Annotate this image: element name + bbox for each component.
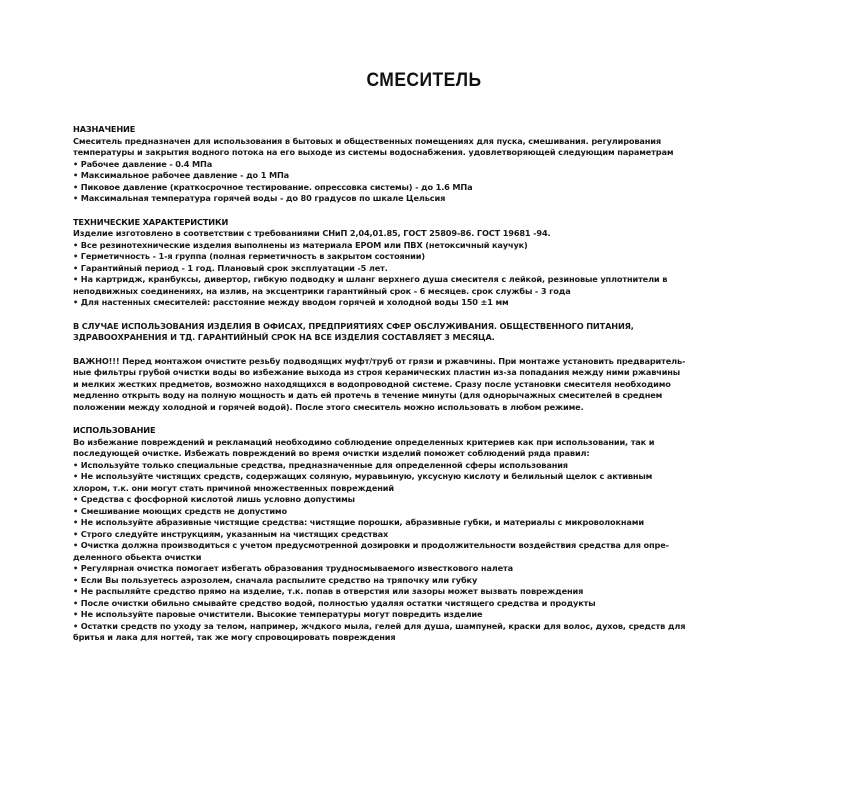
list-item: • Пиковое давление (краткосрочное тестирование. опрессовка системы) - до 1.6 МПа	[73, 181, 473, 192]
list-item-continuation: неподвижных соединениях, на излив, на эксцентрики гарантийный срок - 6 месяцев. срок службы - 3 года	[73, 285, 571, 296]
list-item: • Не распыляйте средство прямо на изделие, т.к. попав в отверстия или зазоры может вызвать повреждения	[73, 586, 584, 596]
text-line: медленно открыть воду на полную мощность и дать ей протечь в течение минуты (для однорычажных смесителей в среднем	[73, 390, 663, 400]
text-line: Смеситель предназначен для использования в бытовых и общественных помещениях для пуска, смешивания. регулирования	[73, 135, 661, 146]
list-item: • Средства с фосфорной кислотой лишь условно допустимы	[73, 494, 355, 504]
list-item: • Регулярная очистка помогает избегать образования трудносмываемого известкового налета	[73, 563, 514, 573]
section-heading: НАЗНАЧЕНИЕ	[73, 124, 136, 134]
list-item: • Не используйте абразивные чистящие средства: чистящие порошки, абразивные губки, и материалы с микроволокнами	[73, 517, 644, 527]
list-item-continuation: бритья и лака для ногтей, так же могу спровоцировать повреждения	[73, 632, 396, 642]
list-item: • Используйте только специальные средства, предназначенные для определенной сферы использования	[73, 459, 568, 470]
list-item: • Остатки средств по уходу за телом, например, жчдкого мыла, гелей для душа, шампуней, краски для волос, духов, средств для	[73, 620, 686, 631]
list-item: • Строго следуйте инструкциям, указанным на чистящих средствах	[73, 528, 389, 539]
warranty-notice: ЗДРАВООХРАНЕНИЯ И ТД. ГАРАНТИЙНЫЙ СРОК НА ВСЕ ИЗДЕЛИЯ СОСТАВЛЯЕТ 3 МЕСЯЦА.	[73, 332, 495, 342]
section-heading: ТЕХНИЧЕСКИЕ ХАРАКТЕРИСТИКИ	[73, 216, 229, 227]
list-item: • Рабочее давление - 0.4 МПа	[73, 158, 213, 169]
list-item: • Если Вы пользуетесь аэрозолем, сначала распылите средство на тряпочку или губку	[73, 574, 478, 585]
section-purpose	[73, 124, 773, 205]
text-line: температуры и закрытия водного потока на его выходе из системы водоснабжения. удовлетворяющей следующим параметрам	[73, 147, 674, 157]
text-line: Во избежание повреждений и рекламаций необходимо соблюдение определенных критериев как при использовании, так и	[73, 436, 655, 447]
document-body	[73, 124, 773, 656]
text-line: Изделие изготовлено в соответствии с требованиями СНиП 2,04,01.85, ГОСТ 25809-86. ГОСТ 19681 -94.	[73, 228, 551, 238]
list-item: • Очистка должна производиться с учетом предусмотренной дозировки и продолжительности воздействия средства для опре-	[73, 540, 669, 550]
list-item-continuation: хлором, т.к. они могут стать причиной множественных повреждений	[73, 482, 394, 493]
text-line: последующей очистке. Избежать повреждений во время очистки изделий поможет соблюдений ряда правил:	[73, 448, 590, 458]
list-item: • Для настенных смесителей: расстояние между вводом горячей и холодной воды 150 ±1 мм	[73, 297, 509, 307]
section-usage	[73, 425, 773, 644]
text-line: ВАЖНО!!! Перед монтажом очистите резьбу подводящих муфт/труб от грязи и ржавчины. При монтаже установить предваритель-	[73, 355, 686, 366]
text-line: положении между холодной и горячей водой). После этого смеситель можно использовать в любом режиме.	[73, 401, 584, 412]
section-heading: ИСПОЛЬЗОВАНИЕ	[73, 425, 156, 435]
section-specifications	[73, 217, 773, 309]
list-item: • Не используйте чистящих средств, содержащих соляную, муравьиную, уксусную кислоту и белильный щелок с активным	[73, 471, 653, 481]
list-item: • Максимальное рабочее давление - до 1 МПа	[73, 170, 290, 180]
text-line: ные фильтры грубой очистки воды во избежание выхода из строя керамических пластин из-за попадания между ними ржавчины	[73, 367, 681, 377]
list-item: • Гарантийный период - 1 год. Плановый срок эксплуатации -5 лет.	[73, 262, 388, 273]
section-important	[73, 356, 773, 414]
text-line: и мелких жестких предметов, возможно находящихся в водопроводной системе. Сразу после установки смесителя необходимо	[73, 378, 671, 389]
list-item: • Герметичность - 1-я группа (полная герметичность в закрытом состоянии)	[73, 251, 425, 261]
list-item-continuation: деленного обьекта очистки	[73, 551, 202, 562]
list-item: • Смешивание моющих средств не допустимо	[73, 505, 287, 516]
section-commercial-warranty	[73, 321, 773, 344]
page-title: СМЕСИТЕЛЬ	[366, 70, 482, 91]
list-item: • На картридж, кранбуксы, дивертор, гибкую подводку и шланг верхнего душа смесителя с лейкой, резиновые уплотнители в	[73, 274, 668, 284]
list-item: • Не используйте паровые очистители. Высокие температуры могут повредить изделие	[73, 609, 483, 619]
warranty-notice: В СЛУЧАЕ ИСПОЛЬЗОВАНИЯ ИЗДЕЛИЯ В ОФИСАХ, ПРЕДПРИЯТИЯХ СФЕР ОБСЛУЖИВАНИЯ. ОБЩЕСТВЕННОГО ПИТАНИЯ,	[73, 320, 634, 331]
list-item: • После очистки обильно смывайте средство водой, полностью удаляя остатки чистящего средства и продукты	[73, 597, 596, 608]
list-item: • Максимальная температура горячей воды - до 80 градусов по шкале Цельсия	[73, 193, 446, 203]
list-item: • Все резинотехнические изделия выполнены из материала EPOM или ПВХ (нетоксичный каучук)	[73, 239, 528, 250]
